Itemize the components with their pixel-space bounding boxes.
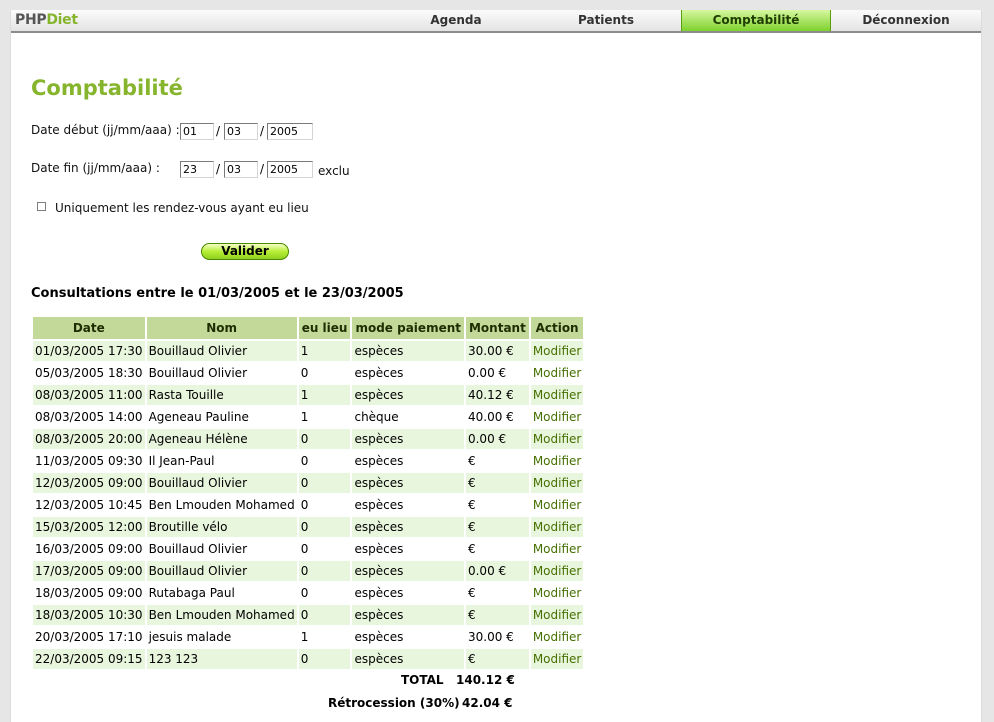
cell-date: 08/03/2005 14:00 [33, 407, 145, 427]
cell-action [531, 385, 584, 405]
cell-eu-lieu: 1 [299, 407, 351, 427]
cell-montant: 40.00 € [466, 407, 529, 427]
cell-date: 16/03/2005 09:00 [33, 539, 145, 559]
date-debut-label: Date début (jj/mm/aaa) : [31, 123, 180, 137]
modifier-link[interactable]: Modifier [532, 476, 582, 490]
cell-nom: Bouillaud Olivier [147, 473, 297, 493]
table-row [33, 363, 583, 383]
cell-montant: € [466, 495, 529, 515]
column-header-montant: Montant [466, 317, 529, 339]
cell-mode-paiement: chèque [352, 407, 464, 427]
cell-date: 01/03/2005 17:30 [33, 341, 145, 361]
modifier-link[interactable]: Modifier [532, 520, 582, 534]
table-row [33, 583, 583, 603]
nav-comptabilite[interactable]: Comptabilité [681, 10, 831, 31]
cell-eu-lieu: 0 [299, 517, 351, 537]
cell-action [531, 495, 584, 515]
cell-mode-paiement: espèces [352, 341, 464, 361]
cell-action [531, 451, 584, 471]
cell-action [531, 429, 584, 449]
cell-action [531, 627, 584, 647]
retrocession-label: Rétrocession (30%) [328, 696, 460, 710]
modifier-link[interactable]: Modifier [532, 344, 582, 358]
table-row [33, 451, 583, 471]
cell-date: 18/03/2005 09:00 [33, 583, 145, 603]
modifier-link[interactable]: Modifier [532, 542, 582, 556]
column-header-nom: Nom [147, 317, 297, 339]
cell-date: 12/03/2005 10:45 [33, 495, 145, 515]
table-row [33, 407, 583, 427]
page-title: Comptabilité [31, 76, 183, 100]
cell-nom: Ageneau Pauline [147, 407, 297, 427]
modifier-link[interactable]: Modifier [532, 410, 582, 424]
date-debut-day-input[interactable] [180, 123, 214, 140]
cell-nom: Bouillaud Olivier [147, 363, 297, 383]
cell-mode-paiement: espèces [352, 517, 464, 537]
table-row [33, 627, 583, 647]
cell-nom: Bouillaud Olivier [147, 561, 297, 581]
cell-eu-lieu: 1 [299, 341, 351, 361]
cell-montant: € [466, 451, 529, 471]
date-separator: / [216, 162, 221, 176]
modifier-link[interactable]: Modifier [532, 388, 582, 402]
cell-eu-lieu: 0 [299, 451, 351, 471]
table-row [33, 561, 583, 581]
table-row [33, 517, 583, 537]
cell-nom: Bouillaud Olivier [147, 341, 297, 361]
cell-eu-lieu: 0 [299, 583, 351, 603]
cell-date: 18/03/2005 10:30 [33, 605, 145, 625]
cell-mode-paiement: espèces [352, 385, 464, 405]
column-header-action: Action [531, 317, 584, 339]
cell-nom: Ben Lmouden Mohamed [147, 495, 297, 515]
table-header-row [33, 317, 583, 339]
modifier-link[interactable]: Modifier [532, 498, 582, 512]
table-row [33, 495, 583, 515]
cell-eu-lieu: 0 [299, 473, 351, 493]
date-fin-month-input[interactable] [224, 161, 258, 178]
valider-button[interactable]: Valider [201, 243, 289, 260]
cell-nom: jesuis malade [147, 627, 297, 647]
top-navigation-bar [11, 10, 981, 33]
modifier-link[interactable]: Modifier [532, 564, 582, 578]
cell-action [531, 561, 584, 581]
cell-nom: Bouillaud Olivier [147, 539, 297, 559]
cell-eu-lieu: 1 [299, 627, 351, 647]
cell-action [531, 583, 584, 603]
cell-montant: 0.00 € [466, 363, 529, 383]
cell-mode-paiement: espèces [352, 451, 464, 471]
nav-deconnexion[interactable]: Déconnexion [862, 13, 950, 27]
table-row [33, 473, 583, 493]
modifier-link[interactable]: Modifier [532, 586, 582, 600]
cell-eu-lieu: 0 [299, 363, 351, 383]
cell-date: 08/03/2005 20:00 [33, 429, 145, 449]
cell-nom: Broutille vélo [147, 517, 297, 537]
cell-nom: Ben Lmouden Mohamed [147, 605, 297, 625]
cell-mode-paiement: espèces [352, 627, 464, 647]
cell-eu-lieu: 0 [299, 429, 351, 449]
cell-mode-paiement: espèces [352, 649, 464, 669]
cell-montant: € [466, 583, 529, 603]
cell-mode-paiement: espèces [352, 539, 464, 559]
results-title: Consultations entre le 01/03/2005 et le 23/03/2005 [31, 286, 404, 301]
modifier-link[interactable]: Modifier [532, 630, 582, 644]
total-value: 140.12 € [456, 673, 515, 687]
cell-montant: € [466, 539, 529, 559]
date-separator: / [260, 162, 265, 176]
cell-montant: 0.00 € [466, 561, 529, 581]
app-logo: PHPDiet [15, 12, 78, 28]
date-fin-label: Date fin (jj/mm/aaa) : [31, 161, 160, 175]
retrocession-value: 42.04 € [462, 696, 513, 710]
total-label: TOTAL [401, 673, 444, 687]
table-row [33, 649, 583, 669]
cell-date: 05/03/2005 18:30 [33, 363, 145, 383]
cell-action [531, 605, 584, 625]
modifier-link[interactable]: Modifier [532, 366, 582, 380]
cell-eu-lieu: 0 [299, 605, 351, 625]
column-header-date: Date [33, 317, 145, 339]
column-header-eu-lieu: eu lieu [299, 317, 351, 339]
date-separator: / [260, 124, 265, 138]
nav-patients[interactable]: Patients [578, 13, 634, 27]
cell-montant: € [466, 473, 529, 493]
cell-nom: Rutabaga Paul [147, 583, 297, 603]
table-row [33, 341, 583, 361]
cell-nom: Rasta Touille [147, 385, 297, 405]
cell-montant: € [466, 605, 529, 625]
uniquement-checkbox[interactable] [37, 202, 46, 211]
table-row [33, 385, 583, 405]
consultations-table [31, 315, 585, 671]
cell-mode-paiement: espèces [352, 495, 464, 515]
cell-date: 17/03/2005 09:00 [33, 561, 145, 581]
exclu-label: exclu [318, 164, 350, 178]
cell-action [531, 363, 584, 383]
cell-mode-paiement: espèces [352, 363, 464, 383]
cell-action [531, 517, 584, 537]
table-row [33, 539, 583, 559]
cell-mode-paiement: espèces [352, 473, 464, 493]
cell-date: 22/03/2005 09:15 [33, 649, 145, 669]
date-debut-month-input[interactable] [224, 123, 258, 140]
modifier-link[interactable]: Modifier [532, 608, 582, 622]
nav-agenda[interactable]: Agenda [430, 13, 482, 27]
cell-mode-paiement: espèces [352, 583, 464, 603]
cell-montant: € [466, 649, 529, 669]
column-header-mode-paiement: mode paiement [352, 317, 464, 339]
cell-montant: € [466, 517, 529, 537]
cell-date: 15/03/2005 12:00 [33, 517, 145, 537]
cell-action [531, 649, 584, 669]
cell-eu-lieu: 1 [299, 385, 351, 405]
modifier-link[interactable]: Modifier [532, 432, 582, 446]
date-fin-year-input[interactable] [267, 161, 313, 178]
cell-nom: Il Jean-Paul [147, 451, 297, 471]
cell-montant: 40.12 € [466, 385, 529, 405]
page-container [10, 10, 982, 722]
cell-mode-paiement: espèces [352, 561, 464, 581]
date-separator: / [216, 124, 221, 138]
cell-date: 12/03/2005 09:00 [33, 473, 145, 493]
cell-action [531, 407, 584, 427]
cell-eu-lieu: 0 [299, 649, 351, 669]
cell-eu-lieu: 0 [299, 539, 351, 559]
cell-montant: 30.00 € [466, 341, 529, 361]
modifier-link[interactable]: Modifier [532, 454, 582, 468]
table-row [33, 605, 583, 625]
cell-action [531, 539, 584, 559]
cell-montant: 0.00 € [466, 429, 529, 449]
cell-date: 20/03/2005 17:10 [33, 627, 145, 647]
date-debut-year-input[interactable] [267, 123, 313, 140]
cell-action [531, 341, 584, 361]
date-fin-day-input[interactable] [180, 161, 214, 178]
cell-action [531, 473, 584, 493]
cell-date: 11/03/2005 09:30 [33, 451, 145, 471]
uniquement-checkbox-label: Uniquement les rendez-vous ayant eu lieu [55, 201, 309, 215]
cell-eu-lieu: 0 [299, 495, 351, 515]
cell-mode-paiement: espèces [352, 429, 464, 449]
modifier-link[interactable]: Modifier [532, 652, 582, 666]
cell-eu-lieu: 0 [299, 561, 351, 581]
cell-mode-paiement: espèces [352, 605, 464, 625]
table-row [33, 429, 583, 449]
cell-nom: Ageneau Hélène [147, 429, 297, 449]
cell-montant: 30.00 € [466, 627, 529, 647]
cell-date: 08/03/2005 11:00 [33, 385, 145, 405]
cell-nom: 123 123 [147, 649, 297, 669]
